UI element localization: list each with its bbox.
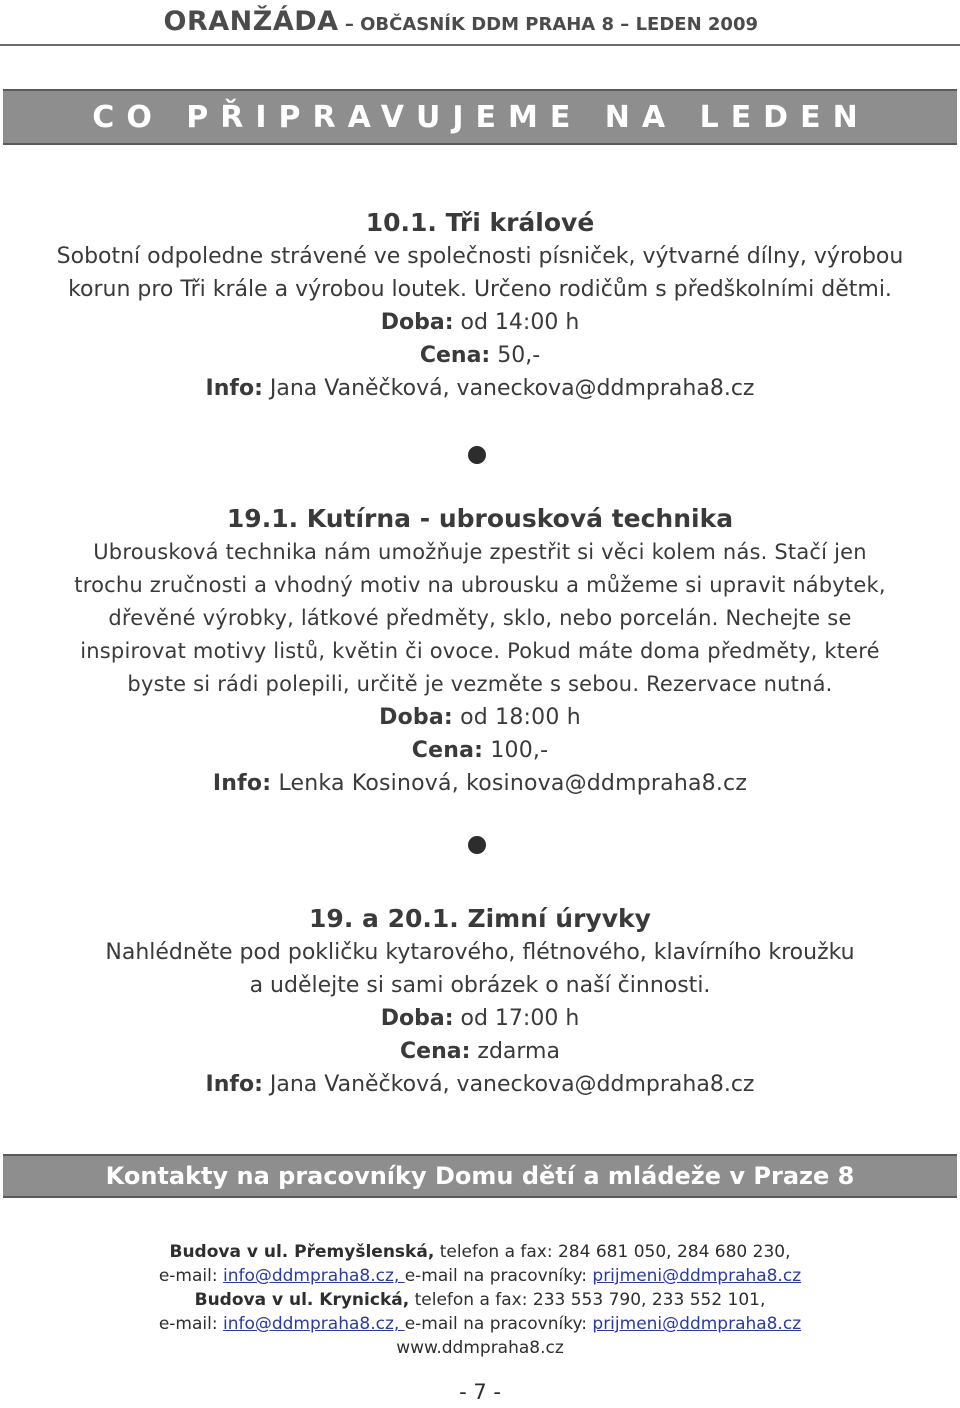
event-description-line: inspirovat motivy listů, květin či ovoce. Pokud máte doma předměty, které — [80, 639, 880, 663]
staff-email-prefix: e-mail na pracovníky: — [404, 1314, 593, 1334]
section-title: CO PŘIPRAVUJEME NA LEDEN — [92, 99, 870, 135]
event-time — [0, 701, 960, 734]
time-label: Doba: — [380, 310, 454, 335]
staff-email-link[interactable]: prijmeni@ddmpraha8.cz — [592, 1314, 802, 1334]
event-title: 19. a 20.1. Zimní úryvky — [309, 904, 651, 933]
price-value: 50,- — [490, 343, 541, 368]
price-label: Cena: — [419, 343, 491, 368]
newsletter-subtitle: – OBČASNÍK DDM PRAHA 8 – LEDEN 2009 — [338, 14, 758, 35]
event-time — [0, 306, 960, 339]
event-description-line: Ubrousková technika nám umožňuje zpestřit si věci kolem nás. Stačí jen — [93, 540, 867, 564]
event-info — [0, 372, 960, 405]
event-kutirna — [0, 502, 960, 800]
event-title: 19.1. Kutírna - ubrousková technika — [226, 504, 734, 533]
info-value: Lenka Kosinová, kosinova@ddmpraha8.cz — [271, 771, 748, 796]
event-description-line: Nahlédněte pod pokličku kytarového, flétnového, klavírního kroužku — [105, 940, 855, 965]
event-title: 10.1. Tři králové — [365, 208, 595, 237]
building-1-label: Budova v ul. Přemyšlenská, — [169, 1242, 435, 1262]
event-info — [0, 1068, 960, 1101]
contacts-banner — [3, 1154, 957, 1198]
building-2-label: Budova v ul. Krynická, — [194, 1290, 410, 1310]
event-zimni-uryvky — [0, 902, 960, 1101]
bullet-separator — [468, 446, 486, 464]
price-label: Cena: — [400, 1039, 471, 1064]
price-value: zdarma — [470, 1039, 560, 1064]
event-price — [0, 339, 960, 372]
event-time — [0, 1002, 960, 1035]
website-link[interactable]: www.ddmpraha8.cz — [396, 1338, 564, 1358]
info-email-link[interactable]: info@ddmpraha8.cz, — [222, 1314, 405, 1334]
event-description-line: a udělejte si sami obrázek o naší činnosti. — [249, 973, 711, 998]
event-info — [0, 767, 960, 800]
building-1-emails — [0, 1264, 960, 1288]
event-description-line: Sobotní odpoledne strávené ve společnosti písniček, výtvarné dílny, výrobou — [56, 244, 904, 269]
section-banner — [3, 89, 957, 145]
price-value: 100,- — [483, 738, 549, 763]
event-price — [0, 1035, 960, 1068]
time-value: od 17:00 h — [453, 1006, 580, 1031]
page-number: - 7 - — [459, 1380, 501, 1404]
header-rule — [0, 44, 960, 46]
price-label: Cena: — [411, 738, 484, 763]
staff-email-prefix: e-mail na pracovníky: — [404, 1266, 593, 1286]
time-value: od 18:00 h — [452, 705, 581, 730]
building-2-line — [0, 1288, 960, 1312]
staff-email-link[interactable]: prijmeni@ddmpraha8.cz — [592, 1266, 802, 1286]
info-label: Info: — [205, 1072, 263, 1097]
info-label: Info: — [212, 771, 272, 796]
info-email-link[interactable]: info@ddmpraha8.cz, — [222, 1266, 405, 1286]
event-price — [0, 734, 960, 767]
newsletter-masthead — [164, 6, 758, 37]
time-value: od 14:00 h — [453, 310, 580, 335]
event-description-line: trochu zručnosti a vhodný motiv na ubrousku a můžeme si upravit nábytek, — [74, 573, 886, 597]
time-label: Doba: — [379, 705, 453, 730]
time-label: Doba: — [380, 1006, 454, 1031]
newsletter-name: ORANŽÁDA — [163, 6, 339, 37]
building-2-emails — [0, 1312, 960, 1336]
event-description-line: dřevěné výrobky, látkové předměty, sklo, nebo porcelán. Nechejte se — [108, 606, 852, 630]
building-2-phone: telefon a fax: 233 553 790, 233 552 101, — [409, 1290, 766, 1310]
bullet-separator — [468, 836, 486, 854]
event-tri-kralove — [0, 206, 960, 405]
contacts-title: Kontakty na pracovníky Domu dětí a mládeže v Praze 8 — [105, 1162, 855, 1190]
contacts-block — [0, 1240, 960, 1360]
event-description-line: korun pro Tři krále a výrobou loutek. Určeno rodičům s předškolními dětmi. — [68, 277, 892, 302]
building-1-line — [0, 1240, 960, 1264]
building-1-phone: telefon a fax: 284 681 050, 284 680 230, — [434, 1242, 791, 1262]
event-description-line: byste si rádi polepili, určitě je vezměte s sebou. Rezervace nutná. — [127, 672, 833, 696]
info-value: Jana Vaněčková, vaneckova@ddmpraha8.cz — [262, 376, 755, 401]
email-prefix: e-mail: — [158, 1314, 223, 1334]
info-label: Info: — [205, 376, 263, 401]
info-value: Jana Vaněčková, vaneckova@ddmpraha8.cz — [262, 1072, 755, 1097]
email-prefix: e-mail: — [158, 1266, 223, 1286]
